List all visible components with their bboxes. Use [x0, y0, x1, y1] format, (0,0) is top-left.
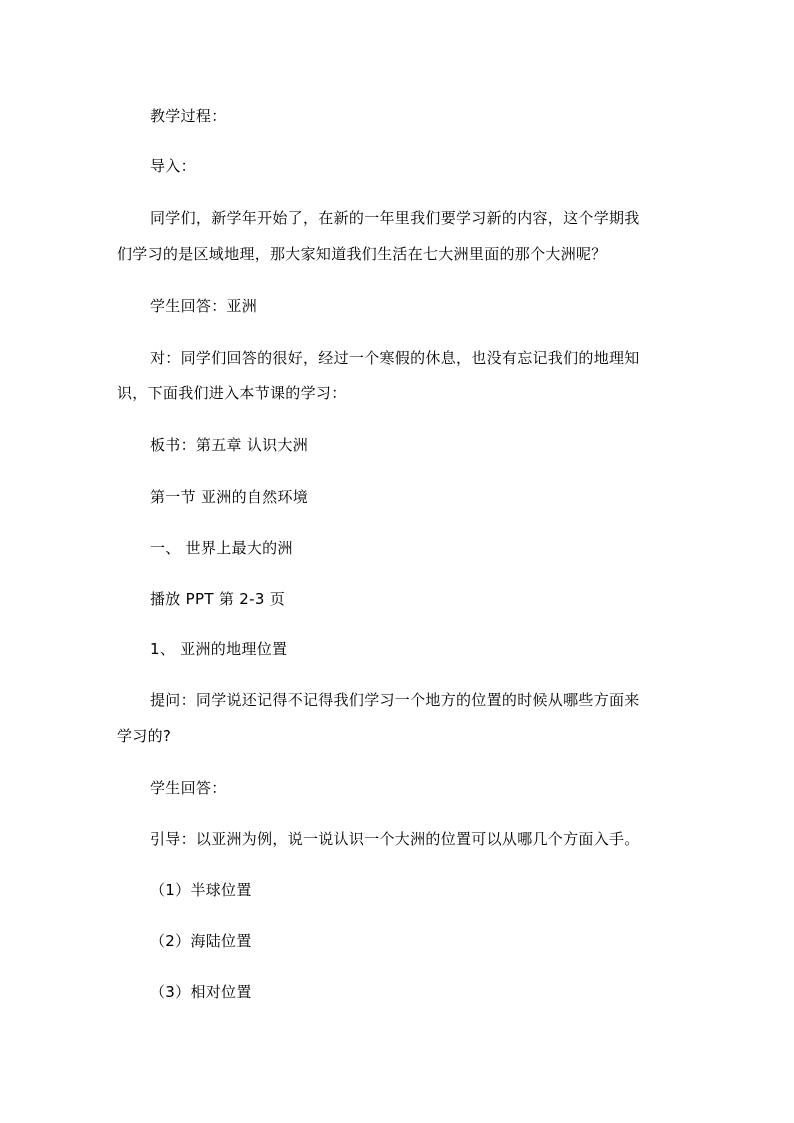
list-item-hemisphere: （1）半球位置 — [150, 881, 252, 899]
heading-teaching-process: 教学过程： — [150, 107, 227, 125]
section-title: 第一节 亚洲的自然环境 — [150, 488, 309, 506]
heading-introduction: 导入： — [150, 157, 196, 175]
list-item-relative: （3）相对位置 — [150, 983, 252, 1001]
play-ppt-note: 播放 PPT 第 2-3 页 — [150, 590, 286, 608]
question-line-2: 学习的? — [117, 727, 172, 745]
paragraph-intro-line-1: 同学们，新学年开始了，在新的一年里我们要学习新的内容，这个学期我 — [150, 209, 640, 227]
list-item-land-sea: （2）海陆位置 — [150, 932, 252, 950]
paragraph-intro-line-2: 们学习的是区域地理，那大家知道我们生活在七大洲里面的那个大洲呢？ — [117, 245, 607, 263]
guidance-line: 引导：以亚洲为例，说一说认识一个大洲的位置可以从哪几个方面入手。 — [150, 830, 640, 848]
student-answer: 学生回答： — [150, 779, 227, 797]
question-line-1: 提问：同学说还记得不记得我们学习一个地方的位置的时候从哪些方面来 — [150, 691, 640, 709]
student-answer-asia: 学生回答：亚洲 — [150, 297, 258, 315]
board-chapter-title: 板书：第五章 认识大洲 — [150, 436, 309, 454]
subsection-largest-continent: 一、 世界上最大的洲 — [150, 539, 293, 557]
item-geographic-location: 1、 亚洲的地理位置 — [150, 640, 288, 658]
paragraph-response-line-2: 识，下面我们进入本节课的学习： — [117, 384, 347, 402]
paragraph-response-line-1: 对：同学们回答的很好，经过一个寒假的休息，也没有忘记我们的地理知 — [150, 349, 640, 367]
